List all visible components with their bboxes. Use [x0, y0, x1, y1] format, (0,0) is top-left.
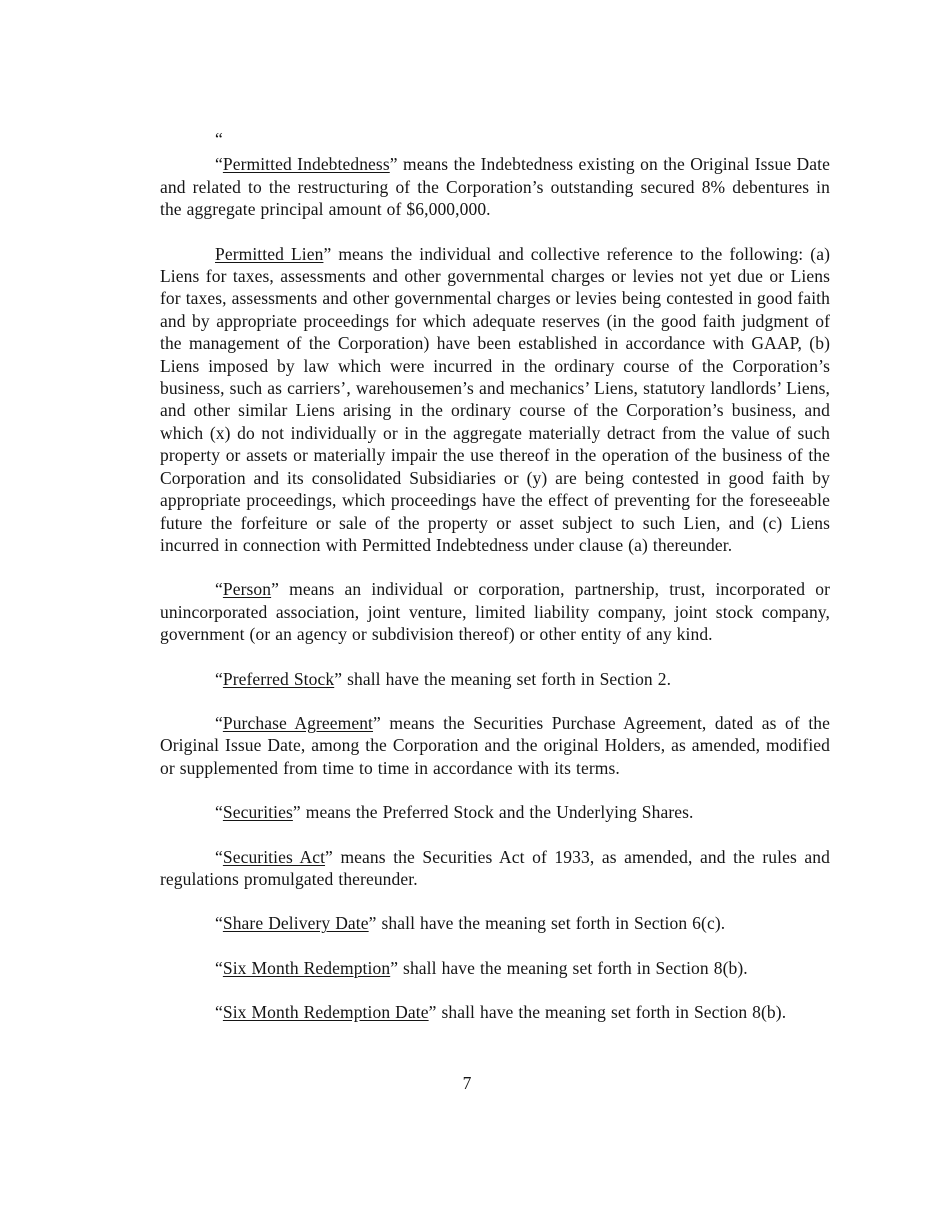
definition-body: shall have the meaning set forth in Section 6(c). — [376, 913, 726, 934]
definition-body: means the Indebtedness existing on the Original Issue Date and related to the restructuring of the Corporation’s outstanding secured 8% debentures in the aggregate principal amount of $6,000,000. — [160, 154, 830, 220]
definition-body: shall have the meaning set forth in Section 8(b). — [436, 1002, 787, 1023]
defined-term: Permitted Indebtedness — [222, 154, 390, 175]
definition-paragraph — [160, 578, 830, 645]
open-quote: “ — [215, 802, 223, 823]
open-quote: “ — [215, 712, 223, 733]
definition-paragraph — [160, 1001, 830, 1023]
close-quote: ” — [373, 712, 381, 733]
definition-paragraph — [160, 712, 830, 779]
definition-body: means the Preferred Stock and the Underlying Shares. — [300, 802, 694, 823]
close-quote: ” — [428, 1002, 437, 1023]
definition-paragraph — [160, 957, 830, 979]
open-quote: “ — [215, 579, 223, 600]
close-quote: ” — [323, 243, 332, 264]
definition-paragraph — [160, 801, 830, 823]
defined-term: Person — [222, 579, 272, 600]
open-quote: “ — [215, 668, 223, 689]
close-quote: ” — [271, 579, 279, 600]
close-quote: ” — [390, 957, 399, 978]
definition-body: shall have the meaning set forth in Section 8(b). — [398, 957, 748, 978]
defined-term: Share Delivery Date — [222, 913, 369, 934]
definition-paragraph — [160, 668, 830, 690]
close-quote: ” — [292, 802, 301, 823]
definition-paragraph — [160, 243, 830, 557]
document-body — [160, 128, 830, 1046]
definition-paragraph — [160, 846, 830, 891]
definition-paragraph — [160, 153, 830, 220]
open-quote: “ — [215, 846, 223, 867]
defined-term: Six Month Redemption Date — [222, 1002, 429, 1023]
open-quote: “ — [215, 957, 223, 978]
open-quote: “ — [215, 1002, 223, 1023]
definition-body: means an individual or corporation, partnership, trust, incorporated or unincorporated association, joint venture, limited liability company, joint stock company, government (or an agency or subdivision thereof) or other entity of any kind. — [160, 579, 830, 645]
close-quote: ” — [389, 154, 398, 175]
defined-term: Six Month Redemption — [222, 957, 391, 978]
close-quote: ” — [325, 846, 333, 867]
defined-term: Permitted Lien — [215, 243, 324, 264]
definition-body: means the individual and collective reference to the following: (a) Liens for taxes, assessments and other governmental charges or levies not yet due or Liens for taxes, assessments and other governmental charges or levies being contested in good faith and by appropriate proceedings for which adequate reserves (in the good faith judgment of the management of the Corporation) have been established in accordance with GAAP, (b) Liens imposed by law which were incurred in the ordinary course of the Corporation’s business, such as carriers’, warehousemen’s and mechanics’ Liens, statutory landlords’ Liens, and other similar Liens arising in the ordinary course of the Corporation’s business, and which (x) do not individually or in the aggregate materially detract from the value of such property or assets or materially impair the use thereof in the operation of the business of the Corporation and its consolidated Subsidiaries or (y) are being contested in good faith by appropriate proceedings, which proceedings have the effect of preventing for the foreseeable future the forfeiture or sale of the property or asset subject to such Lien, and (c) Liens incurred in connection with Permitted Indebtedness under clause (a) thereunder. — [160, 243, 830, 555]
open-quote: “ — [215, 154, 223, 175]
close-quote: ” — [334, 668, 343, 689]
defined-term: Preferred Stock — [222, 668, 335, 689]
open-quote: “ — [215, 913, 223, 934]
page-number: 7 — [462, 1073, 472, 1093]
definition-body: shall have the meaning set forth in Section 2. — [342, 668, 672, 689]
definition-paragraph — [160, 912, 830, 934]
defined-term: Purchase Agreement — [222, 712, 374, 733]
definition-body: means the Securities Act of 1933, as amended, and the rules and regulations promulgated thereunder. — [160, 846, 830, 889]
definitions-list — [160, 153, 830, 1023]
defined-term: Securities — [222, 802, 293, 823]
stray-open-quote: “ — [215, 129, 223, 149]
close-quote: ” — [368, 913, 377, 934]
definition-body: means the Securities Purchase Agreement, dated as of the Original Issue Date, among the Corporation and the original Holders, as amended, modified or supplemented from time to time in accordance with its terms. — [160, 712, 830, 778]
defined-term: Securities Act — [222, 846, 326, 867]
